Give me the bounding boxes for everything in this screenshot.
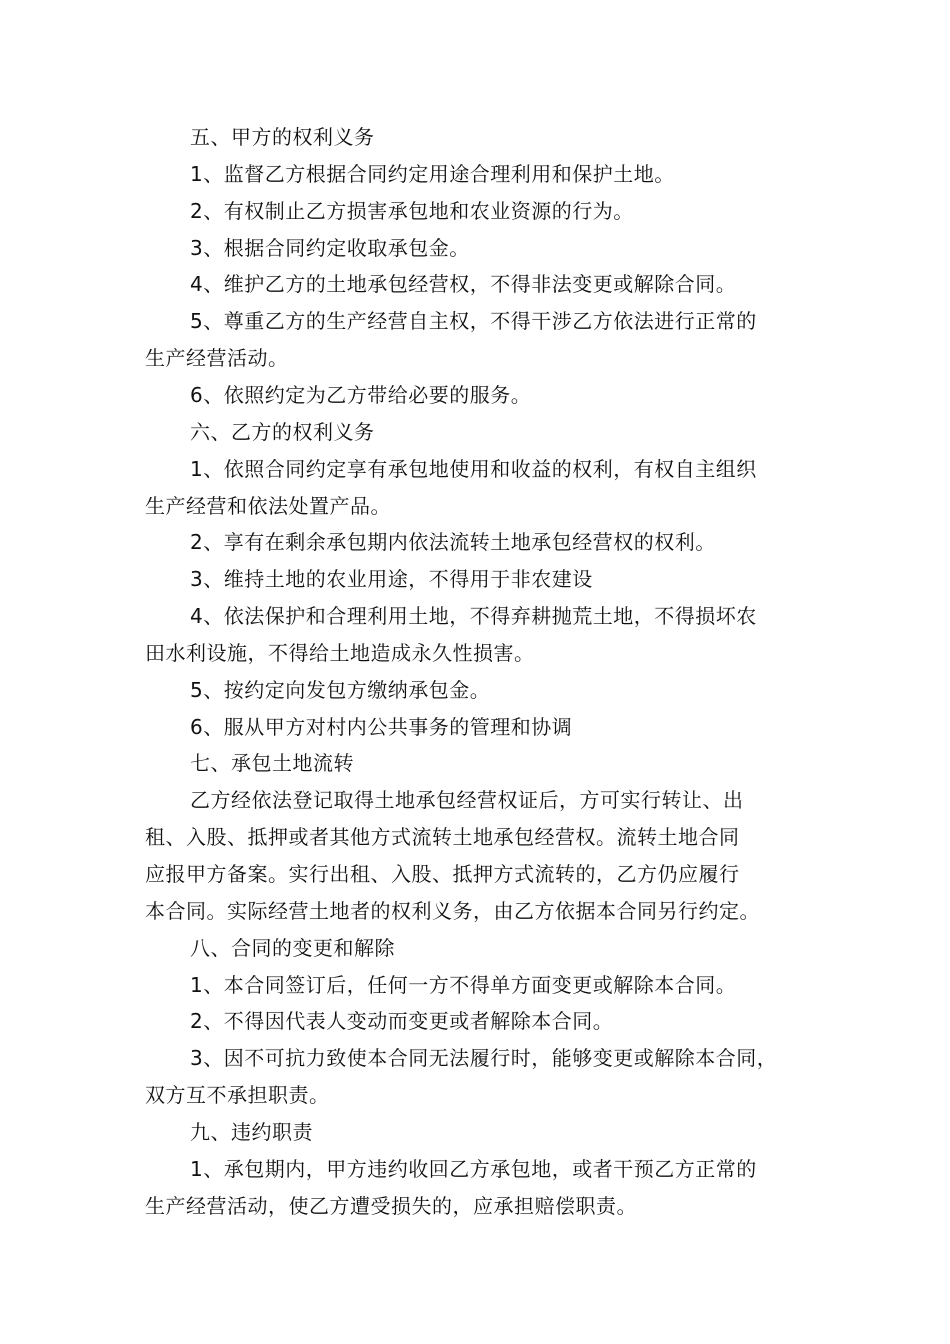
- text-line: 生产经营活动。: [145, 346, 289, 370]
- text-line: 田水利设施，不得给土地造成永久性损害。: [145, 641, 535, 665]
- text-line: 租、入股、抵押或者其他方式流转土地承包经营权。流转土地合同: [145, 825, 740, 849]
- text-line: 乙方经依法登记取得土地承包经营权证后，方可实行转让、出: [190, 788, 744, 812]
- text-line: 生产经营和依法处置产品。: [145, 494, 391, 518]
- text-line: 八、合同的变更和解除: [190, 936, 395, 960]
- text-line: 3、因不可抗力致使本合同无法履行时，能够变更或解除本合同，: [190, 1046, 778, 1070]
- text-line: 5、按约定向发包方缴纳承包金。: [190, 678, 491, 702]
- text-line: 七、承包土地流转: [190, 751, 354, 775]
- text-line: 1、承包期内，甲方违约收回乙方承包地，或者干预乙方正常的: [190, 1157, 757, 1181]
- text-line: 3、根据合同约定收取承包金。: [190, 236, 470, 260]
- text-line: 2、不得因代表人变动而变更或者解除本合同。: [190, 1009, 614, 1033]
- text-line: 2、享有在剩余承包期内依法流转土地承包经营权的权利。: [190, 530, 716, 554]
- text-line: 九、违约职责: [190, 1120, 313, 1144]
- text-line: 6、依照约定为乙方带给必要的服务。: [190, 383, 532, 407]
- text-line: 3、维持土地的农业用途，不得用于非农建设: [190, 567, 593, 591]
- text-line: 双方互不承担职责。: [145, 1083, 330, 1107]
- text-line: 应报甲方备案。实行出租、入股、抵押方式流转的，乙方仍应履行: [145, 862, 740, 886]
- text-line: 4、依法保护和合理利用土地，不得弃耕抛荒土地，不得损坏农: [190, 604, 757, 628]
- text-line: 六、乙方的权利义务: [190, 420, 375, 444]
- text-line: 1、本合同签订后，任何一方不得单方面变更或解除本合同。: [190, 973, 737, 997]
- text-line: 五、甲方的权利义务: [190, 125, 375, 149]
- text-line: 5、尊重乙方的生产经营自主权，不得干涉乙方依法进行正常的: [190, 309, 757, 333]
- text-line: 6、服从甲方对村内公共事务的管理和协调: [190, 715, 573, 739]
- text-line: 4、维护乙方的土地承包经营权，不得非法变更或解除合同。: [190, 272, 737, 296]
- text-line: 本合同。实际经营土地者的权利义务，由乙方依据本合同另行约定。: [145, 899, 760, 923]
- text-line: 生产经营活动，使乙方遭受损失的，应承担赔偿职责。: [145, 1194, 637, 1218]
- text-line: 1、监督乙方根据合同约定用途合理利用和保护土地。: [190, 162, 675, 186]
- text-line: 1、依照合同约定享有承包地使用和收益的权利，有权自主组织: [190, 457, 757, 481]
- text-line: 2、有权制止乙方损害承包地和农业资源的行为。: [190, 199, 634, 223]
